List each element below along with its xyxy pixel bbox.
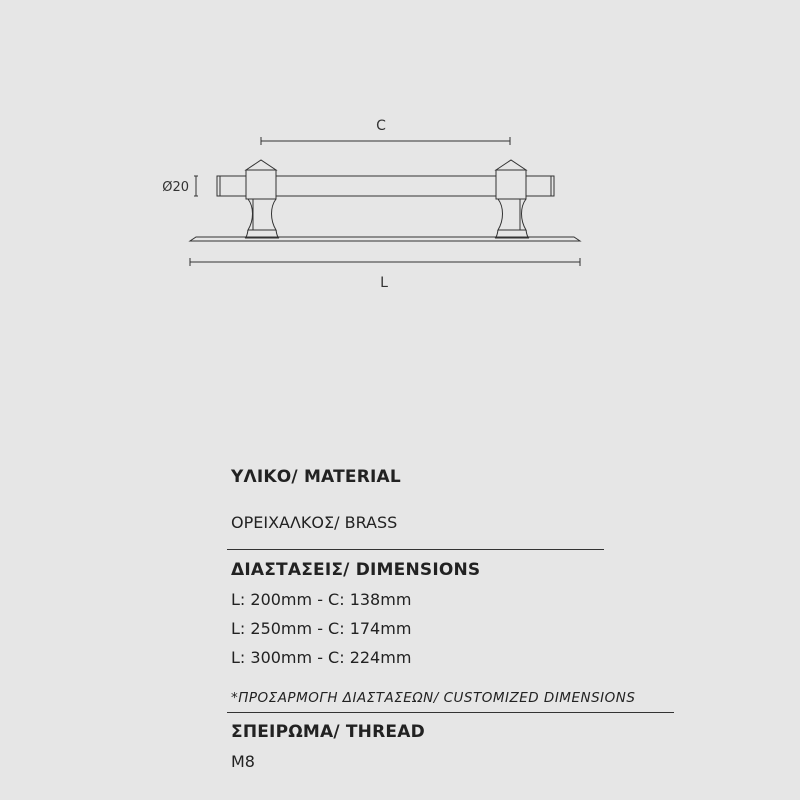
diameter-label: Ø20 xyxy=(162,180,189,195)
dimensions-heading: ΔΙΑΣΤΑΣΕΙΣ/ DIMENSIONS xyxy=(231,560,481,580)
left-post xyxy=(245,160,279,238)
dimension-row: L: 250mm - C: 174mm xyxy=(231,619,412,638)
thread-heading: ΣΠΕΙΡΩΜΑ/ THREAD xyxy=(231,722,425,742)
diameter-marker xyxy=(194,176,198,196)
dimension-row: L: 300mm - C: 224mm xyxy=(231,648,412,667)
right-post xyxy=(495,160,529,238)
material-divider xyxy=(227,549,604,550)
dimension-l-line xyxy=(190,258,580,266)
dimension-l-label: L xyxy=(380,275,388,291)
dimension-c-label: C xyxy=(376,118,386,134)
thread-value: M8 xyxy=(231,752,255,771)
dimensions-divider xyxy=(227,712,674,713)
material-heading: ΥΛΙΚΟ/ MATERIAL xyxy=(231,467,401,487)
dimension-c-line xyxy=(261,137,510,145)
customized-dimensions-note: *ΠΡΟΣΑΡΜΟΓΗ ΔΙΑΣΤΑΣΕΩΝ/ CUSTOMIZED DIMENSIONS xyxy=(231,690,636,706)
handle-technical-drawing xyxy=(0,0,800,320)
material-value: ΟΡΕΙΧΑΛΚΟΣ/ BRASS xyxy=(231,513,398,532)
dimension-row: L: 200mm - C: 138mm xyxy=(231,590,412,609)
